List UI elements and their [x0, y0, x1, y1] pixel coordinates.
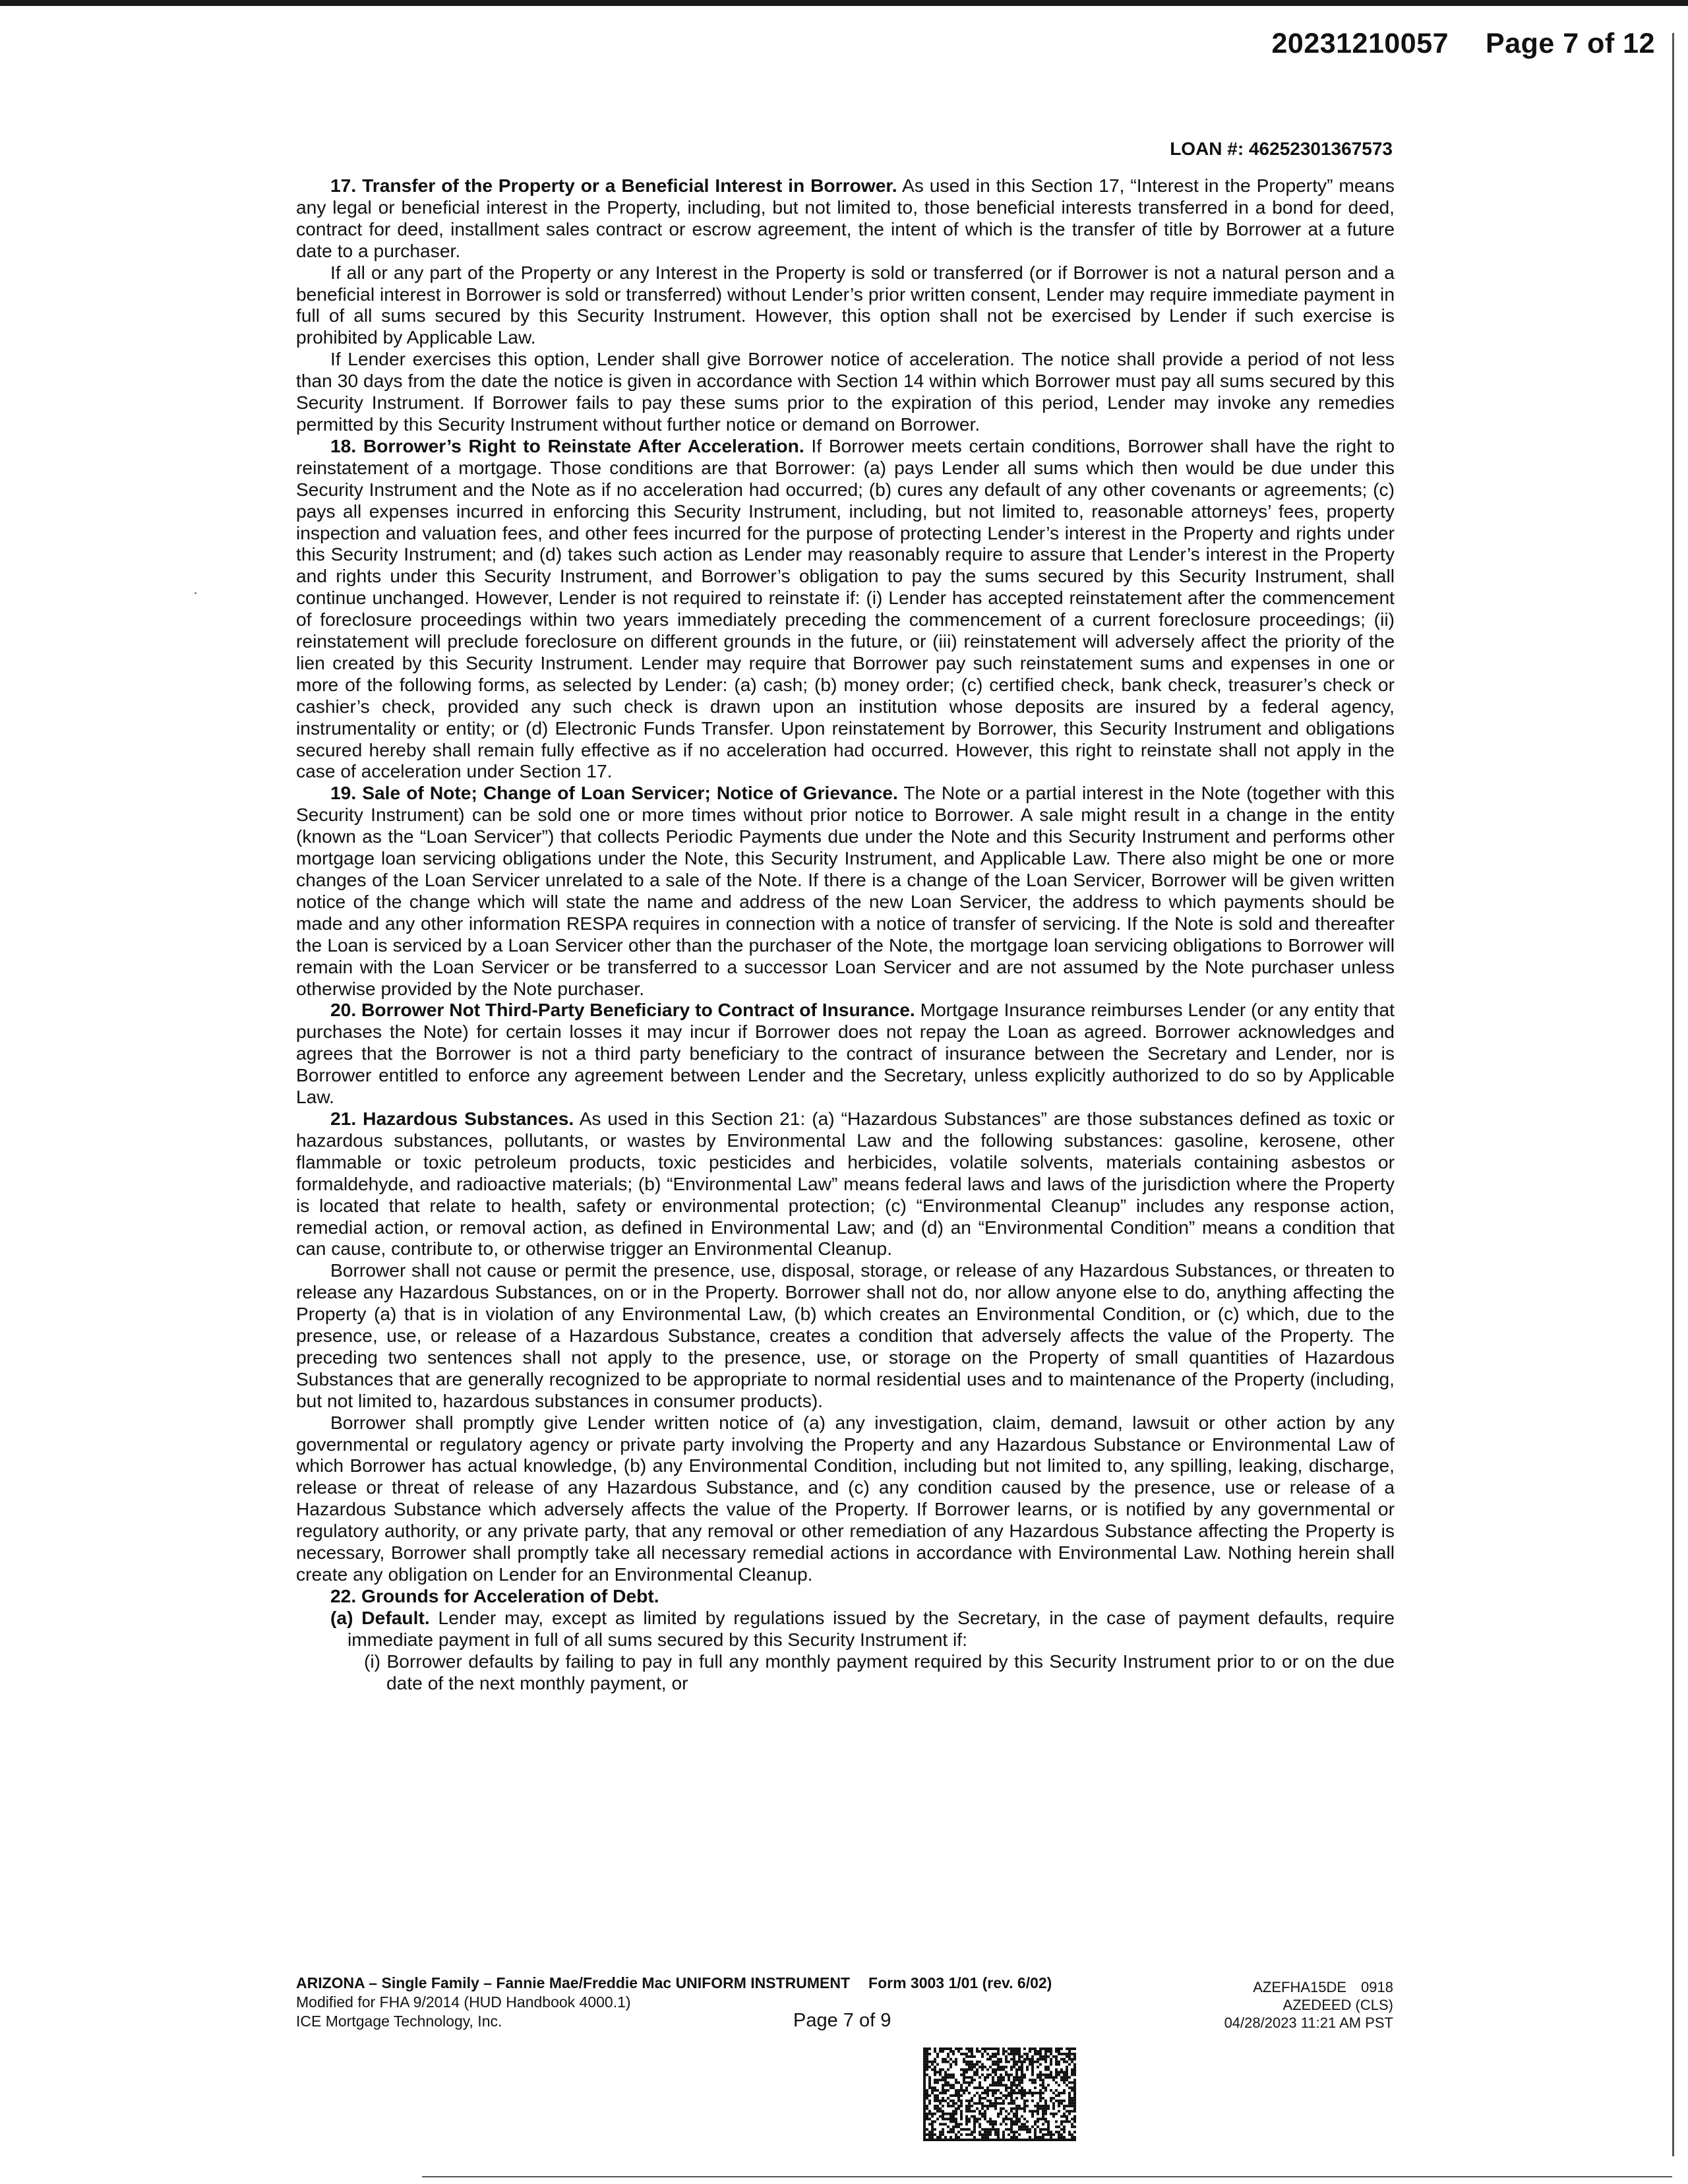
scan-top-border — [0, 0, 1688, 6]
recording-header — [1271, 28, 1655, 60]
company-line: ICE Mortgage Technology, Inc. — [296, 2013, 502, 2030]
section-22a-heading: (a) Default. — [330, 1606, 430, 1628]
recording-page-label: Page 7 of 12 — [1486, 28, 1655, 59]
section-22a-paragraph: (a) Default. Lender may, except as limited by regulations issued by the Secretary, in the case of payment defaults, require immediate payment in full of all sums secured by this Security Instrument if: — [330, 1606, 1395, 1650]
section-17-paragraph-3: If Lender exercises this option, Lender shall give Borrower notice of acceleration. The notice shall provide a period of not less than 30 days from the date the notice is given in accordance with Section 14 within which Borrower must pay all sums secured by this Security Instrument. If Borrower fails to pay these sums prior to the expiration of this period, Lender may invoke any remedies permitted by this Security Instrument without further notice or demand on Borrower. — [296, 348, 1395, 435]
section-22a-item-i: (i) Borrower defaults by failing to pay in full any monthly payment required by this Security Instrument prior to or on the due date of the next monthly payment, or — [364, 1650, 1395, 1693]
section-21-paragraph-2: Borrower shall not cause or permit the presence, use, disposal, storage, or release of any Hazardous Substances, or threaten to release any Hazardous Substances, on or in the Property. Borrower shall not do, nor allow anyone else to do, anything affecting the Property (a) that is in violation of any Environmental Law, (b) which creates an Environmental Condition, or (c) which, due to the presence, use, or release of a Hazardous Substance, creates a condition that adversely affects the value of the Property. The preceding two sentences shall not apply to the presence, use, or storage on the Property of small quantities of Hazardous Substances that are generally recognized to be appropriate to normal residential uses and to maintenance of the Property (including, but not limited to, hazardous substances in consumer products). — [296, 1259, 1395, 1411]
loan-number: LOAN #: 46252301367573 — [1170, 138, 1393, 159]
section-21-heading: 21. Hazardous Substances. — [330, 1107, 574, 1129]
document-body — [296, 175, 1395, 1693]
section-17-paragraph-2: If all or any part of the Property or any Interest in the Property is sold or transferred (or if Borrower is not a natural person and a beneficial interest in Borrower is sold or transferred) without Lender’s prior written consent, Lender may require immediate payment in full of all sums secured by this Security Instrument. However, this option shall not be exercised by Lender if such exercise is prohibited by Applicable Law. — [296, 261, 1395, 348]
section-18-heading: 18. Borrower’s Right to Reinstate After Acceleration. — [330, 435, 804, 456]
section-20-paragraph: 20. Borrower Not Third-Party Beneficiary to Contract of Insurance. Mortgage Insurance reimburses Lender (or any entity that purchases the Note) for certain losses it may incur if Borrower does not repay the Loan as agreed. Borrower acknowledges and agrees that the Borrower is not a third party beneficiary to the contract of insurance between the Secretary and Lender, nor is Borrower entitled to enforce any agreement between Lender and the Secretary, unless explicitly authorized to do so by Applicable Law. — [296, 999, 1395, 1108]
form-line: ARIZONA – Single Family – Fannie Mae/Freddie Mac UNIFORM INSTRUMENT Form 3003 1/01 (rev. 6/02) — [296, 1974, 1052, 1991]
section-18-paragraph: 18. Borrower’s Right to Reinstate After Acceleration. If Borrower meets certain conditions, Borrower shall have the right to reinstatement of a mortgage. Those conditions are that Borrower: (a) pays Lender all sums which then would be due under this Security Instrument and the Note as if no acceleration had occurred; (b) cures any default of any other covenants or agreements; (c) pays all expenses incurred in enforcing this Security Instrument, including, but not limited to, reasonable attorneys’ fees, property inspection and valuation fees, and other fees incurred for the purpose of protecting Lender’s interest in the Property and rights under this Security Instrument; and (d) takes such action as Lender may reasonably require to assure that Lender’s interest in the Property and rights under this Security Instrument, and Borrower’s obligation to pay the sums secured by this Security Instrument, shall continue unchanged. However, Lender is not required to reinstate if: (i) Lender has accepted reinstatement after the commencement of foreclosure proceedings within two years immediately preceding the commencement of a current foreclosure proceedings; (ii) reinstatement will preclude foreclosure on different grounds in the future, or (iii) reinstatement will adversely affect the priority of the lien created by this Security Instrument. Lender may require that Borrower pay such reinstatement sums and expenses in one or more of the following forms, as selected by Lender: (a) cash; (b) money order; (c) certified check, bank check, treasurer’s check or cashier’s check, provided any such check is drawn upon an institution whose deposits are insured by a federal agency, instrumentality or entity; or (d) Electronic Funds Transfer. Upon reinstatement by Borrower, this Security Instrument and obligations secured hereby shall remain fully effective as if no acceleration had occurred. However, this right to reinstate shall not apply in the case of acceleration under Section 17. — [296, 435, 1395, 782]
section-20-heading: 20. Borrower Not Third-Party Beneficiary to Contract of Insurance. — [330, 999, 915, 1021]
section-17-heading: 17. Transfer of the Property or a Beneficial Interest in Borrower. — [330, 175, 897, 196]
form-code-number: 0918 — [1361, 1979, 1393, 1995]
form-codes — [1224, 1978, 1393, 2032]
form-code: AZEFHA15DE — [1253, 1979, 1347, 1995]
section-17-paragraph: 17. Transfer of the Property or a Beneficial Interest in Borrower. As used in this Section 17, “Interest in the Property” means any legal or beneficial interest in the Property, including, but not limited to, those beneficial interests transferred in a bond for deed, contract for deed, installment sales contract or escrow agreement, the intent of which is the transfer of title by Borrower at a future date to a purchaser. — [296, 175, 1395, 261]
form-footer — [296, 1974, 1052, 2031]
form-number: Form 3003 1/01 (rev. 6/02) — [868, 1974, 1052, 1991]
section-19-heading: 19. Sale of Note; Change of Loan Servicer; Notice of Grievance. — [330, 782, 898, 804]
section-21-paragraph: 21. Hazardous Substances. As used in this Section 21: (a) “Hazardous Substances” are those substances defined as toxic or hazardous substances, pollutants, or wastes by Environmental Law and the following substances: gasoline, kerosene, other flammable or toxic petroleum products, toxic pesticides and herbicides, volatile solvents, materials containing asbestos or formaldehyde, and radioactive materials; (b) “Environmental Law” means federal laws and laws of the jurisdiction where the Property is located that relate to health, safety or environmental protection; (c) “Environmental Cleanup” includes any response action, remedial action, or removal action, as defined in Environmental Law; and (d) an “Environmental Condition” means a condition that can cause, contribute to, or otherwise trigger an Environmental Cleanup. — [296, 1107, 1395, 1259]
deed-code: AZEDEED (CLS) — [1282, 1997, 1393, 2013]
scan-right-border — [1672, 33, 1674, 2156]
section-22-heading: 22. Grounds for Acceleration of Debt. — [330, 1585, 659, 1606]
section-19-paragraph: 19. Sale of Note; Change of Loan Servicer; Notice of Grievance. The Note or a partial interest in the Note (together with this Security Instrument) can be sold one or more times without prior notice to Borrower. A sale might result in a change in the entity (known as the “Loan Servicer”) that collects Periodic Payments due under the Note and this Security Instrument and performs other mortgage loan servicing obligations under the Note, this Security Instrument, and Applicable Law. There also might be one or more changes of the Loan Servicer unrelated to a sale of the Note. If there is a change of the Loan Servicer, Borrower will be given written notice of the change which will state the name and address of the new Loan Servicer, the address to which payments should be made and any other information RESPA requires in connection with a notice of transfer of servicing. If the Note is sold and thereafter the Loan is serviced by a Loan Servicer other than the purchaser of the Note, the mortgage loan servicing obligations to Borrower will remain with the Loan Servicer or be transferred to a successor Loan Servicer and are not assumed by the Note purchaser unless otherwise provided by the Note purchaser. — [296, 782, 1395, 999]
form-page-number: Page 7 of 9 — [793, 2010, 891, 2031]
scan-speck — [195, 592, 196, 594]
section-21-paragraph-3: Borrower shall promptly give Lender written notice of (a) any investigation, claim, demand, lawsuit or other action by any governmental or regulatory agency or private party involving the Property and any Hazardous Substance or Environmental Law of which Borrower has actual knowledge, (b) any Environmental Condition, including but not limited to, any spilling, leaking, discharge, release or threat of release of any Hazardous Substance, and (c) any condition caused by the presence, use or release of a Hazardous Substance which adversely affects the value of the Property. If Borrower learns, or is notified by any governmental or regulatory authority, or any private party, that any removal or other remediation of any Hazardous Substance affecting the Property is necessary, Borrower shall promptly take all necessary remedial actions in accordance with Environmental Law. Nothing herein shall create any obligation on Lender for an Environmental Cleanup. — [296, 1411, 1395, 1585]
document-number: 20231210057 — [1271, 28, 1449, 59]
modified-line: Modified for FHA 9/2014 (HUD Handbook 4000.1) — [296, 1993, 631, 2011]
scan-bottom-border — [422, 2176, 1672, 2177]
2d-barcode-icon — [923, 2048, 1076, 2141]
print-timestamp: 04/28/2023 11:21 AM PST — [1224, 2015, 1393, 2031]
